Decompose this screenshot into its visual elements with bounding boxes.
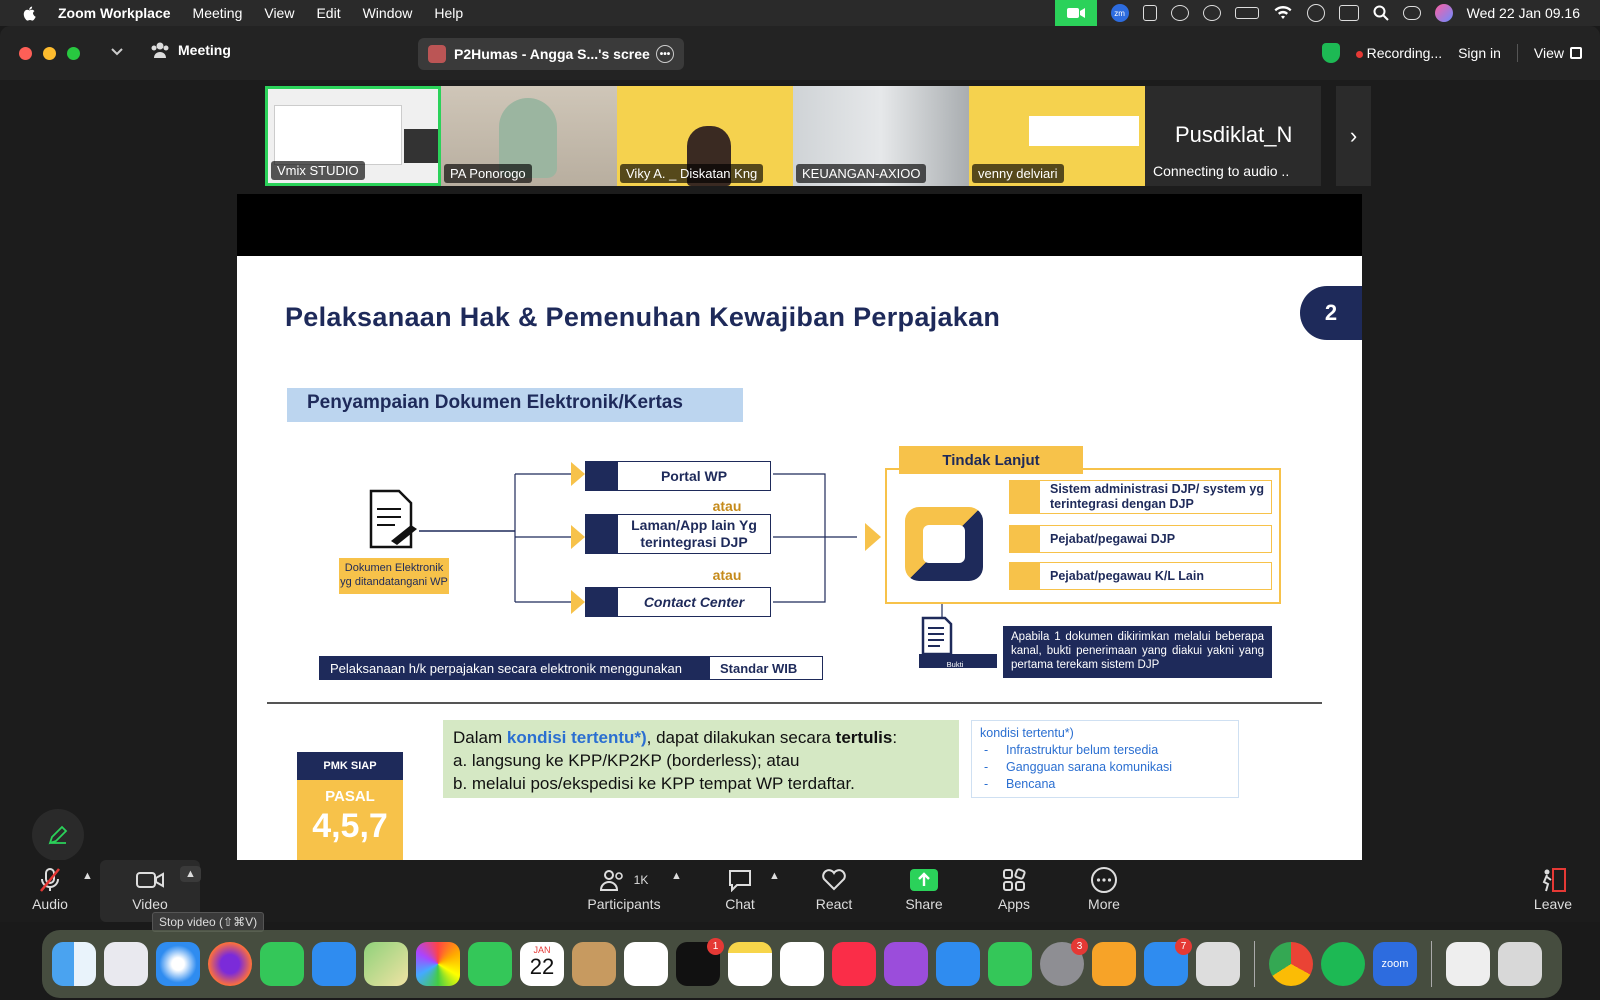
- condition-item: - Infrastruktur belum tersedia: [980, 742, 1230, 759]
- audio-label: Audio: [32, 896, 68, 912]
- recording-label: Recording...: [1366, 45, 1443, 61]
- condition-text: :: [892, 728, 898, 747]
- control-center-icon[interactable]: [1403, 6, 1421, 20]
- pasal-label: PASAL: [325, 788, 375, 805]
- downloads-stack-icon[interactable]: [1446, 942, 1490, 986]
- keyboard-icon[interactable]: [1339, 5, 1359, 21]
- calendar-icon[interactable]: [520, 942, 564, 986]
- participant-tile[interactable]: [793, 86, 969, 186]
- condition-text: , dapat dilakukan secara: [646, 728, 836, 747]
- participant-tile[interactable]: [441, 86, 617, 186]
- react-button[interactable]: [794, 864, 874, 912]
- participants-label: Participants: [587, 896, 661, 912]
- participant-strip: [265, 86, 1321, 186]
- participant-tile[interactable]: [1145, 86, 1321, 186]
- maps-icon[interactable]: [364, 942, 408, 986]
- grid-icon: [1570, 47, 1582, 59]
- or-label: atau: [712, 498, 742, 514]
- pmk-siap-badge: [297, 752, 403, 860]
- keynote-icon[interactable]: [936, 942, 980, 986]
- zoom-video-status-icon[interactable]: [1055, 0, 1097, 26]
- condition-item: - Bencana: [980, 776, 1230, 793]
- menu-view[interactable]: View: [264, 5, 295, 21]
- slide-title: Pelaksanaan Hak & Pemenuhan Kewajiban Perpajakan: [285, 302, 1001, 332]
- annotate-button[interactable]: [32, 809, 84, 861]
- multi-channel-note: Apabila 1 dokumen dikirimkan melalui beberapa kanal, bukti penerimaan yang diakui yakni yang pertama terekam sistem DJP: [1003, 626, 1272, 678]
- sharer-avatar: [428, 45, 446, 63]
- chat-button[interactable]: [700, 864, 780, 912]
- follow-up-item: Pejabat/pegawai DJP: [1009, 525, 1272, 553]
- condition-text: Dalam: [453, 728, 507, 747]
- lock-icon[interactable]: [1143, 5, 1157, 21]
- view-button[interactable]: [1534, 45, 1582, 61]
- view-label: View: [1533, 45, 1564, 61]
- notification-badge: 7: [1175, 938, 1192, 955]
- conditions-title: kondisi tertentu*): [980, 726, 1074, 740]
- chevron-down-icon[interactable]: [111, 48, 123, 56]
- or-label: atau: [712, 567, 742, 583]
- follow-up-item: Pejabat/pegawau K/L Lain: [1009, 562, 1272, 590]
- share-screen-icon: [910, 869, 938, 891]
- safari-icon[interactable]: [156, 942, 200, 986]
- finder-icon[interactable]: [52, 942, 96, 986]
- condition-heading: [453, 726, 949, 749]
- share-button[interactable]: [884, 864, 964, 912]
- audio-button[interactable]: [10, 864, 90, 912]
- slide-divider: [267, 702, 1322, 704]
- trash-icon[interactable]: [1498, 942, 1542, 986]
- user-account-icon[interactable]: [1307, 4, 1325, 22]
- participant-tile[interactable]: [265, 86, 441, 186]
- more-icon: [1091, 867, 1117, 893]
- screen-share-title-pill[interactable]: [418, 38, 684, 70]
- iphone-mirroring-icon[interactable]: [1196, 942, 1240, 986]
- zoom-menu-icon[interactable]: zm: [1111, 4, 1129, 22]
- notification-badge: 3: [1071, 938, 1088, 955]
- close-window-button[interactable]: [19, 47, 32, 60]
- video-label: Video: [132, 896, 168, 912]
- participant-video: [274, 105, 402, 165]
- document-sign-icon: [365, 489, 419, 551]
- maximize-window-button[interactable]: [67, 47, 80, 60]
- participant-tile[interactable]: [617, 86, 793, 186]
- pmk-title: PMK SIAP: [297, 752, 403, 780]
- wib-highlight: Standar WIB: [720, 660, 798, 676]
- battery-icon[interactable]: [1235, 7, 1259, 19]
- react-label: React: [815, 896, 853, 912]
- mic-muted-icon: [39, 867, 61, 893]
- search-icon[interactable]: [1373, 5, 1389, 21]
- clock[interactable]: Wed 22 Jan 09.16: [1466, 5, 1580, 21]
- conditions-list-box: [971, 720, 1239, 798]
- participants-count: 1K: [633, 873, 649, 887]
- app-menu[interactable]: Zoom Workplace: [58, 5, 171, 21]
- dock-separator: [1431, 941, 1432, 987]
- firefox-icon[interactable]: [208, 942, 252, 986]
- photos-icon[interactable]: [416, 942, 460, 986]
- condition-highlight: kondisi tertentu*): [506, 728, 647, 747]
- condition-box: [443, 720, 959, 798]
- wib-text: Pelaksanaan h/k perpajakan secara elektronik menggunakan: [320, 657, 710, 679]
- slide-page-number: 2: [1300, 286, 1362, 340]
- channel-laman-app: [585, 514, 771, 554]
- title-bar: [0, 26, 1600, 80]
- condition-bold: tertulis: [835, 728, 893, 747]
- heart-icon: [821, 869, 847, 891]
- menu-edit[interactable]: Edit: [316, 5, 341, 21]
- chrome-icon[interactable]: [1269, 942, 1313, 986]
- notification-badge: 1: [707, 938, 724, 955]
- meeting-info-button[interactable]: [150, 42, 231, 58]
- participant-video: [1029, 116, 1139, 146]
- video-button[interactable]: [110, 864, 190, 912]
- channel-label: Laman/App lain Yg terintegrasi DJP: [631, 517, 757, 550]
- menu-meeting[interactable]: Meeting: [192, 5, 243, 21]
- creative-cloud-icon[interactable]: [1171, 5, 1189, 21]
- slide-subheading: Penyampaian Dokumen Elektronik/Kertas: [287, 388, 743, 422]
- security-shield-icon[interactable]: [1322, 43, 1340, 63]
- spotify-icon[interactable]: [1321, 942, 1365, 986]
- leave-label: Leave: [1533, 896, 1573, 912]
- pages-icon[interactable]: [1092, 942, 1136, 986]
- recording-indicator[interactable]: [1356, 45, 1442, 61]
- audio-options-caret[interactable]: ▲: [82, 870, 93, 882]
- podcasts-icon[interactable]: [884, 942, 928, 986]
- dock-separator: [1254, 941, 1255, 987]
- video-camera-icon: [136, 871, 164, 889]
- freeform-icon[interactable]: [780, 942, 824, 986]
- chat-icon: [727, 868, 753, 892]
- follow-up-item: Sistem administrasi DJP/ system yg terintegrasi dengan DJP: [1009, 480, 1272, 514]
- system-settings-icon[interactable]: [1040, 942, 1084, 986]
- participant-name: venny delviari: [972, 164, 1064, 183]
- reminders-icon[interactable]: [624, 942, 668, 986]
- numbers-icon[interactable]: [988, 942, 1032, 986]
- participants-options-caret[interactable]: ▲: [671, 870, 682, 882]
- condition-option-a: a. langsung ke KPP/KP2KP (borderless); atau: [453, 751, 800, 770]
- facetime-icon[interactable]: [468, 942, 512, 986]
- apps-button[interactable]: [974, 864, 1054, 912]
- pasal-numbers: 4,5,7: [312, 807, 388, 845]
- leave-door-icon: [1539, 867, 1567, 893]
- music-icon[interactable]: [832, 942, 876, 986]
- participant-name: Viky A. _ Diskatan Kng: [620, 164, 763, 183]
- condition-option-b: b. melalui pos/ekspedisi ke KPP tempat WP terdaftar.: [453, 774, 855, 793]
- apps-icon: [1002, 868, 1026, 892]
- calendar-day: 22: [529, 954, 555, 979]
- chat-label: Chat: [725, 896, 755, 912]
- menu-window[interactable]: Window: [362, 5, 413, 21]
- sign-in-button[interactable]: Sign in: [1458, 45, 1501, 61]
- standard-wib-banner: [319, 656, 823, 680]
- leave-button[interactable]: [1513, 864, 1593, 912]
- apple-tv-icon[interactable]: [676, 942, 720, 986]
- chat-options-caret[interactable]: ▲: [769, 870, 780, 882]
- share-title: P2Humas - Angga S...'s scree: [454, 46, 650, 62]
- channel-portal-wp: [585, 461, 771, 491]
- djp-logo: [905, 507, 983, 581]
- minimize-window-button[interactable]: [43, 47, 56, 60]
- airdrop-icon[interactable]: [1203, 5, 1221, 21]
- contacts-icon[interactable]: [572, 942, 616, 986]
- stop-video-tooltip: Stop video (⇧⌘V): [152, 912, 264, 932]
- calendar-month: JAN: [533, 945, 551, 955]
- participant-name: Vmix STUDIO: [271, 161, 365, 180]
- receipt-label: Bukti Penerimaan: [934, 660, 976, 678]
- shared-screen-slide: [237, 194, 1362, 860]
- participant-video: [404, 129, 438, 163]
- channel-label: Portal WP: [660, 467, 728, 484]
- wifi-icon[interactable]: [1273, 5, 1293, 21]
- messages-icon[interactable]: [260, 942, 304, 986]
- video-options-caret[interactable]: ▲: [180, 866, 201, 882]
- next-participants-button[interactable]: [1336, 86, 1371, 186]
- channel-contact-center: [585, 587, 771, 617]
- meeting-label: Meeting: [178, 42, 231, 58]
- dock: [42, 930, 1562, 998]
- channel-label: Contact Center: [643, 593, 745, 610]
- participant-status: Connecting to audio ..: [1153, 163, 1290, 179]
- participants-icon: [600, 869, 626, 891]
- participants-button[interactable]: [584, 864, 664, 912]
- record-dot-icon: [1356, 51, 1363, 58]
- siri-icon[interactable]: [1435, 4, 1453, 22]
- follow-up-heading: Tindak Lanjut: [899, 446, 1083, 474]
- pencil-icon: [46, 823, 70, 847]
- participant-tile[interactable]: [969, 86, 1145, 186]
- condition-item: - Gangguan sarana komunikasi: [980, 759, 1230, 776]
- more-button[interactable]: [1064, 864, 1144, 912]
- document-label: Dokumen Elektronik yg ditandatangani WP: [339, 558, 449, 594]
- chevron-right-icon: ›: [1349, 123, 1358, 148]
- menu-help[interactable]: Help: [434, 5, 464, 21]
- notes-icon[interactable]: [728, 942, 772, 986]
- participant-name: Pusdiklat_N: [1175, 122, 1293, 147]
- app-store-icon[interactable]: [1144, 942, 1188, 986]
- mail-icon[interactable]: [312, 942, 356, 986]
- participant-name: PA Ponorogo: [444, 164, 532, 183]
- more-label: More: [1088, 896, 1120, 912]
- divider: [1517, 44, 1518, 62]
- menu-bar: [0, 0, 1600, 26]
- zoom-icon[interactable]: zoom: [1373, 942, 1417, 986]
- participant-name: KEUANGAN-AXIOO: [796, 164, 926, 183]
- share-more-icon[interactable]: •••: [656, 45, 674, 63]
- meeting-people-icon: [150, 42, 170, 58]
- launchpad-icon[interactable]: [104, 942, 148, 986]
- share-label: Share: [905, 896, 943, 912]
- apps-label: Apps: [998, 896, 1030, 912]
- apple-icon[interactable]: [22, 5, 38, 21]
